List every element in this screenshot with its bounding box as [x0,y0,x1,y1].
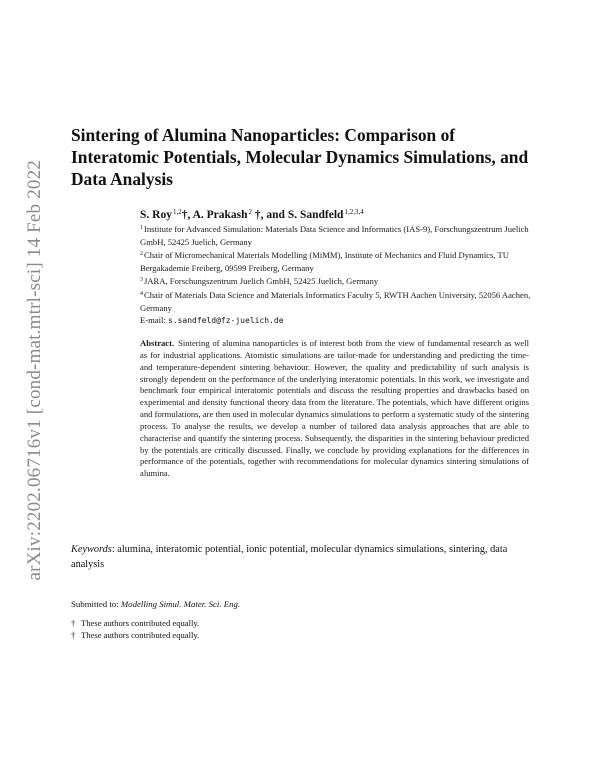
author-name: A. Prakash [192,209,248,221]
footnote [71,618,531,630]
author-name: S. Sandfeld [287,209,344,221]
affiliation-number: 2 [140,251,143,258]
affiliation-number: 3 [140,277,143,284]
paper-title: Sintering of Alumina Nanoparticles: Comparison of Interatomic Potentials, Molecular Dynamics Simulations, and Data Analysis [71,125,529,189]
arxiv-identifier-text: arXiv:2202.06716v1 [cond-mat.mtrl-sci] 14 Feb 2022 [24,159,45,581]
affiliation-text: JARA, Forschungszentrum Juelich GmbH, 52425 Juelich, Germany [144,276,379,287]
affiliation [140,222,540,248]
abstract [140,338,529,480]
journal-name: Modelling Simul. Mater. Sci. Eng. [120,599,241,609]
email-label: E-mail: [140,315,166,325]
affiliation-list [140,222,540,314]
abstract-text: Sintering of alumina nanoparticles is of interest both from the view of fundamental research as well as for industrial applications. Atomistic simulations are tailor-made for understanding and predicting the time- and temperature-dependent sintering behaviour. However, the quality and predictability of such analysis is strongly dependent on the performance of the underlying interatomic potentials. In this work, we investigate and benchmark four empirical interatomic potentials and discuss the resulting properties and drawbacks based on experimental and density functional theory data from the literature. The potentials, which have different origins and formulations, are then used in molecular dynamics simulations to perform a systematic study of the sintering process. To analyse the results, we develop a number of tailored data analysis approaches that are able to characterise and quantify the sintering process. Subsequently, the disparities in the sintering behaviour predicted by the potentials are critically discussed. Finally, we conclude by providing explanations for the differences in performance of the potentials, together with recommendations for molecular dynamics sintering simulations of alumina. [140,338,529,479]
author-affiliation-marks: 2 [248,208,253,216]
affiliation-text: Institute for Advanced Simulation: Materials Data Science and Informatics (IAS-9), Forschungszentrum Juelich GmbH, 52425 Juelich, Germany [140,224,529,247]
affiliation-text: Chair of Materials Data Science and Materials Informatics Faculty 5, RWTH Aachen University, 52056 Aachen, Germany [140,289,531,313]
abstract-label: Abstract. [140,338,175,348]
author-list [140,205,520,222]
footnote [71,630,531,642]
author-affiliation-marks: 1,2,3,4 [344,208,364,216]
author-separator: †, and [252,209,288,221]
dagger-mark: † [71,629,76,640]
contact-email [140,314,540,327]
submitted-label: Submitted to: [71,599,119,609]
keywords: Keywords: alumina, interatomic potential, ionic potential, molecular dynamics simulations, sintering, data analysis [71,544,508,570]
affiliation-text: Chair of Micromechanical Materials Modelling (MiMM), Institute of Mechanics and Fluid Dynamics, TU Bergakademie Freiberg, 09599 Freiberg, Germany [140,250,509,273]
affiliation [140,274,540,288]
footnote-text: These authors contributed equally. [81,629,200,640]
affiliation-number: 4 [140,290,143,297]
footnote-list [71,618,531,641]
author-separator: †, [181,209,193,221]
affiliation [140,288,540,314]
author-affiliation-marks: 1,2 [172,208,182,216]
dagger-mark: † [71,618,76,628]
email-address[interactable]: s.sandfeld@fz-juelich.de [167,316,284,325]
footnote-text: These authors contributed equally. [81,618,200,628]
affiliation [140,248,540,274]
keywords-text: alumina, interatomic potential, ionic potential, molecular dynamics simulations, sintering, data analysis [71,544,508,570]
submission-note [71,598,531,610]
keywords-label: Keywords [71,544,112,555]
author-name: S. Roy [140,209,172,221]
arxiv-identifier-stamp [23,120,47,620]
affiliation-number: 1 [140,225,143,231]
